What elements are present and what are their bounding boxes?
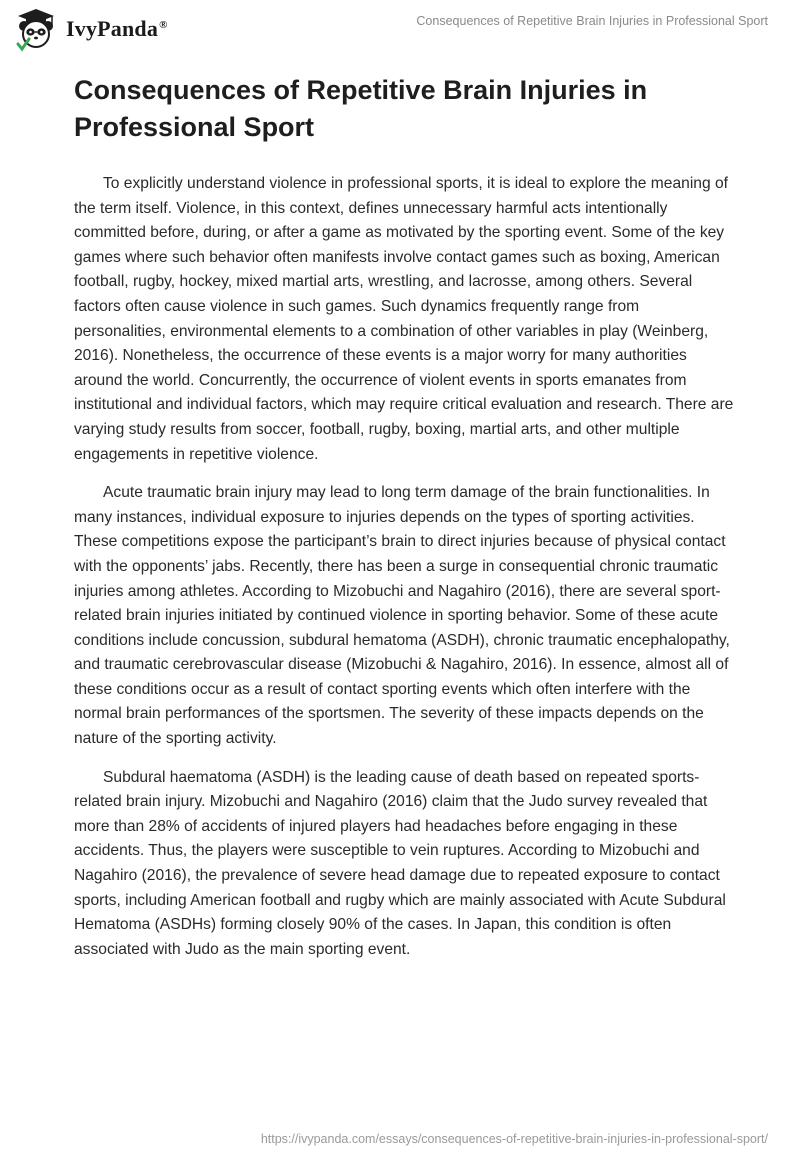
article-paragraph: To explicitly understand violence in professional sports, it is ideal to explore the meaning of the term itself. Violence, in this context, defines unnecessary harmful acts intentionally committed before, during, or after a game as motivated by the sporting event. Some of the key games where such behavior often manifests involve contact games such as boxing, American football, rugby, hockey, mixed martial arts, wrestling, and lacrosse, among others. Several factors often cause violence in such games. Such dynamics frequently range from personalities, environmental elements to a combination of other variables in play (Weinberg, 2016). Nonetheless, the occurrence of these events is a major worry for many authorities around the world. Concurrently, the occurrence of violent events in sports emanates from institutional and individual factors, which may require critical evaluation and research. There are varying study results from soccer, football, rugby, boxing, martial arts, and other multiple engagements in repetitive violence. [74,175,734,463]
page-title: Consequences of Repetitive Brain Injuries in Professional Sport [74,75,648,142]
page-header [0,0,800,60]
brand-name: IvyPanda® [66,16,168,41]
article-paragraph: Subdural haematoma (ASDH) is the leading cause of death based on repeated sports-related brain injury. Mizobuchi and Nagahiro (2016) claim that the Judo survey revealed that more than 28% of accidents of injured players had headaches before engaging in these accidents. Thus, the players were susceptible to vein ruptures. According to Mizobuchi and Nagahiro (2016), the prevalence of severe head damage due to repeated exposure to contact sports, including American football and rugby which are mainly associated with Acute Subdural Hematoma (ASDHs) forming closely 90% of the cases. In Japan, this condition is often associated with Judo as the main sporting event. [74,768,726,958]
article-body [74,172,734,976]
article-paragraph: Acute traumatic brain injury may lead to long term damage of the brain functionalities. In many instances, individual exposure to injuries depends on the types of sporting activities. These competitions expose the participant’s brain to direct injuries because of physical contact with the opponents’ jabs. Recently, there has been a surge in consequential chronic traumatic injuries among athletes. According to Mizobuchi and Nagahiro (2016), there are several sport-related brain injuries initiated by continued violence in sporting behavior. Some of these acute conditions include concussion, subdural hematoma (ASDH), chronic traumatic encephalopathy, and traumatic cerebrovascular disease (Mizobuchi & Nagahiro, 2016). In essence, almost all of these conditions occur as a result of contact sporting events which often interfere with the normal brain performances of the sportsmen. The severity of these impacts depends on the nature of the sporting activity. [74,484,730,748]
header-document-title: Consequences of Repetitive Brain Injuries in Professional Sport [416,14,768,28]
brand-logo[interactable] [12,6,168,52]
footer-url[interactable]: https://ivypanda.com/essays/consequences-of-repetitive-brain-injuries-in-professional-sport/ [260,1132,768,1146]
panda-graduate-icon [12,6,60,52]
